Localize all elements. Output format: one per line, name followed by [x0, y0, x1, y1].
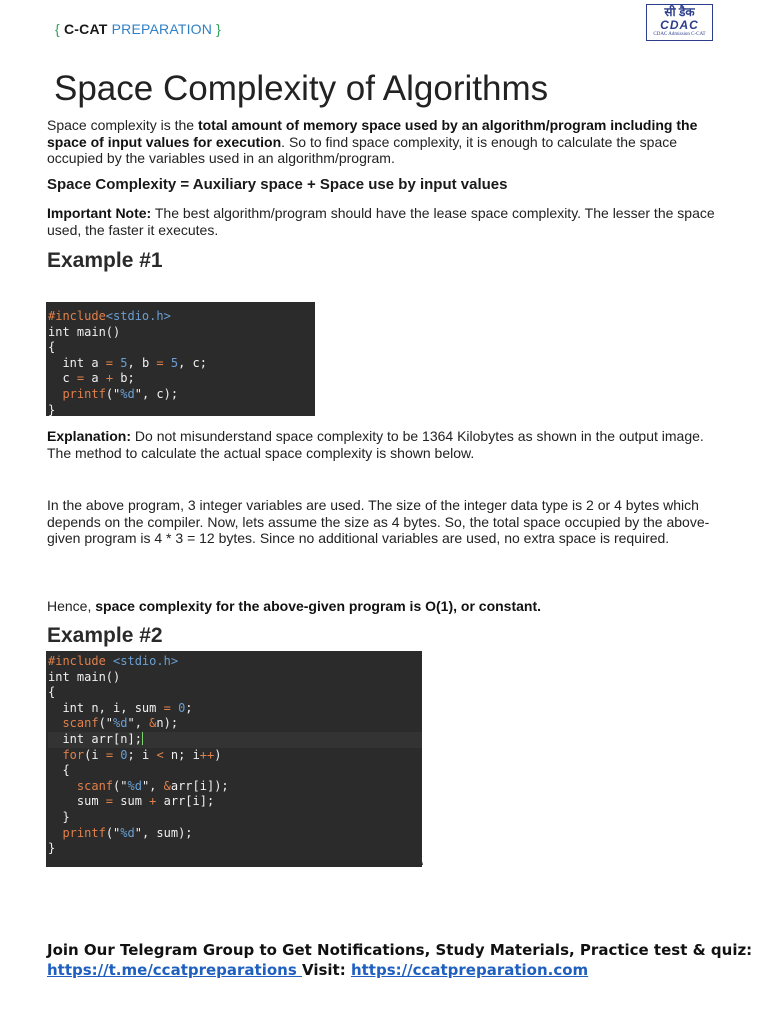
code-token: {	[48, 340, 56, 355]
stray-mark: \	[420, 856, 424, 868]
visit-label: Visit:	[302, 961, 351, 979]
code-line	[48, 387, 315, 403]
code-token: #include	[48, 309, 106, 323]
code-line	[48, 810, 422, 826]
code-token: ",	[141, 778, 164, 793]
code-token: =	[105, 355, 114, 370]
code-token: +	[105, 371, 114, 386]
code-line	[48, 403, 315, 416]
code-token: int main()	[48, 669, 121, 684]
code-token	[48, 748, 62, 762]
page-title: Space Complexity of Algorithms	[54, 69, 549, 108]
code-token: int arr[n];	[48, 731, 142, 746]
conclusion-bold: space complexity for the above-given program is O(1), or constant.	[95, 598, 542, 614]
code-token: )	[214, 747, 222, 762]
code-token	[171, 701, 178, 715]
formula-heading: Space Complexity = Auxiliary space + Space use by input values	[47, 176, 508, 193]
code-token: scanf	[62, 716, 99, 731]
code-token: ("	[105, 386, 121, 401]
code-token: b;	[113, 371, 135, 386]
code-line	[48, 356, 315, 372]
brand-part2: PREPARATION	[111, 21, 213, 37]
code-token: 0	[120, 747, 128, 762]
code-token: for	[62, 747, 85, 762]
code-token: ", sum);	[134, 825, 193, 840]
telegram-link[interactable]: https://t.me/ccatpreparations	[47, 961, 302, 979]
code-token	[48, 826, 62, 840]
code-token: }	[48, 402, 56, 416]
code-token: ", c);	[134, 386, 179, 401]
code-line	[48, 654, 422, 670]
code-token: scanf	[76, 778, 114, 793]
code-token: 5	[120, 355, 128, 370]
code-token	[48, 387, 62, 401]
website-link[interactable]: https://ccatpreparation.com	[350, 961, 589, 979]
code-token: ;	[185, 700, 193, 715]
code-token: (i	[84, 747, 106, 762]
code-token: int a	[48, 355, 106, 370]
text-cursor	[142, 732, 143, 745]
intro-bold: total amount of memory space used by an algorithm/program including the space of input values for execution	[47, 117, 698, 150]
code-token: int main()	[48, 324, 121, 339]
code-token: &	[149, 716, 157, 731]
code-token: <stdio.h>	[113, 654, 179, 668]
footer-telegram-text: Join Our Telegram Group to Get Notifications, Study Materials, Practice test & quiz:	[47, 941, 753, 959]
code-line	[48, 748, 422, 764]
code-token: c	[48, 371, 77, 386]
code-token: =	[163, 700, 171, 715]
code-token: 5	[170, 355, 179, 370]
code-token: a	[84, 371, 106, 386]
intro-text-1: Space complexity is the	[47, 117, 198, 133]
code-token: =	[156, 355, 164, 370]
logo-hindi-text: सी डैक	[664, 5, 695, 19]
code-token: sum	[113, 794, 150, 809]
code-token: <stdio.h>	[105, 309, 171, 323]
code-line	[48, 779, 422, 795]
code-token: =	[105, 747, 114, 762]
code-token: 0	[178, 700, 186, 715]
code-token: printf	[62, 825, 106, 840]
code-token	[48, 716, 62, 730]
code-token: #include	[48, 654, 114, 668]
code-token	[48, 779, 77, 793]
code-token: =	[76, 371, 85, 386]
code-token: arr[i]);	[170, 778, 229, 793]
logo-caption: CDAC Admission C-CAT	[653, 32, 706, 37]
note-label: Important Note:	[47, 205, 152, 221]
code-line	[48, 325, 315, 341]
analysis-paragraph: In the above program, 3 integer variables are used. The size of the integer data type is 2 or 4 bytes which depends on the compiler. Now, lets assume the size as 4 bytes. So, the total space occupied by the above-given program is 4 * 3 = 12 bytes. Since no additional variables are used, no extra space is required.	[47, 497, 710, 546]
important-note	[47, 205, 727, 238]
brand-open-brace: {	[55, 21, 60, 37]
code-line	[48, 670, 422, 686]
code-token: ("	[98, 716, 114, 731]
code-token: %d	[127, 778, 142, 793]
code-line	[48, 716, 422, 732]
explanation-text: Do not misunderstand space complexity to be 1364 Kilobytes as shown in the output image. The method to calculate the actual space complexity is shown below.	[47, 428, 704, 461]
code-line	[48, 826, 422, 842]
code-token: n);	[156, 716, 179, 731]
code-token: ",	[127, 716, 150, 731]
code-line	[48, 701, 422, 717]
example-1-heading: Example #1	[47, 249, 163, 272]
note-text: The best algorithm/program should have the lease space complexity. The lesser the space used, the faster it executes.	[47, 205, 715, 238]
code-token	[164, 356, 171, 370]
code-token: %d	[120, 386, 135, 401]
code-line	[48, 309, 315, 325]
footer-links	[47, 961, 588, 979]
code-line	[48, 732, 422, 748]
code-token: {	[48, 685, 56, 700]
explanation-paragraph	[47, 428, 727, 461]
code-line	[48, 794, 422, 810]
code-token: }	[48, 809, 70, 824]
code-token: ++	[199, 747, 215, 762]
example-2-heading: Example #2	[47, 624, 163, 647]
code-token: , b	[127, 355, 157, 370]
code-token: printf	[62, 386, 106, 401]
code-token: +	[149, 794, 157, 809]
code-token: &	[163, 778, 171, 793]
code-token: %d	[113, 716, 128, 731]
cdac-logo	[646, 4, 713, 41]
conclusion-paragraph	[47, 598, 727, 615]
brand-part1: C-CAT	[63, 21, 108, 37]
code-block-example-1	[46, 302, 315, 416]
code-token: <	[156, 747, 164, 762]
code-block-example-2	[46, 651, 422, 867]
code-line	[48, 763, 422, 779]
brand-close-brace: }	[216, 21, 222, 37]
code-token: =	[105, 794, 114, 809]
code-token: , c;	[178, 355, 208, 370]
intro-text-2: . So to find space complexity, it is enough to calculate the space occupied by the variables used in an algorithm/program.	[47, 133, 678, 166]
brand-wordmark	[55, 21, 221, 37]
code-line	[48, 340, 315, 356]
code-line	[48, 685, 422, 701]
code-token: %d	[120, 825, 135, 840]
intro-paragraph	[47, 117, 727, 167]
code-token: n; i	[163, 747, 200, 762]
code-token: }	[48, 841, 56, 856]
conclusion-text: Hence,	[47, 598, 96, 614]
logo-cdac-text: CDAC	[660, 18, 699, 32]
code-token: {	[48, 763, 70, 778]
code-token: arr[i];	[156, 794, 215, 809]
code-token: ("	[113, 778, 128, 793]
code-token: sum	[48, 794, 106, 809]
code-token: ("	[105, 825, 121, 840]
code-token: int n, i, sum	[48, 700, 164, 715]
code-token: ; i	[127, 747, 157, 762]
code-line	[48, 371, 315, 387]
code-line	[48, 841, 422, 857]
explanation-label: Explanation:	[47, 428, 132, 444]
